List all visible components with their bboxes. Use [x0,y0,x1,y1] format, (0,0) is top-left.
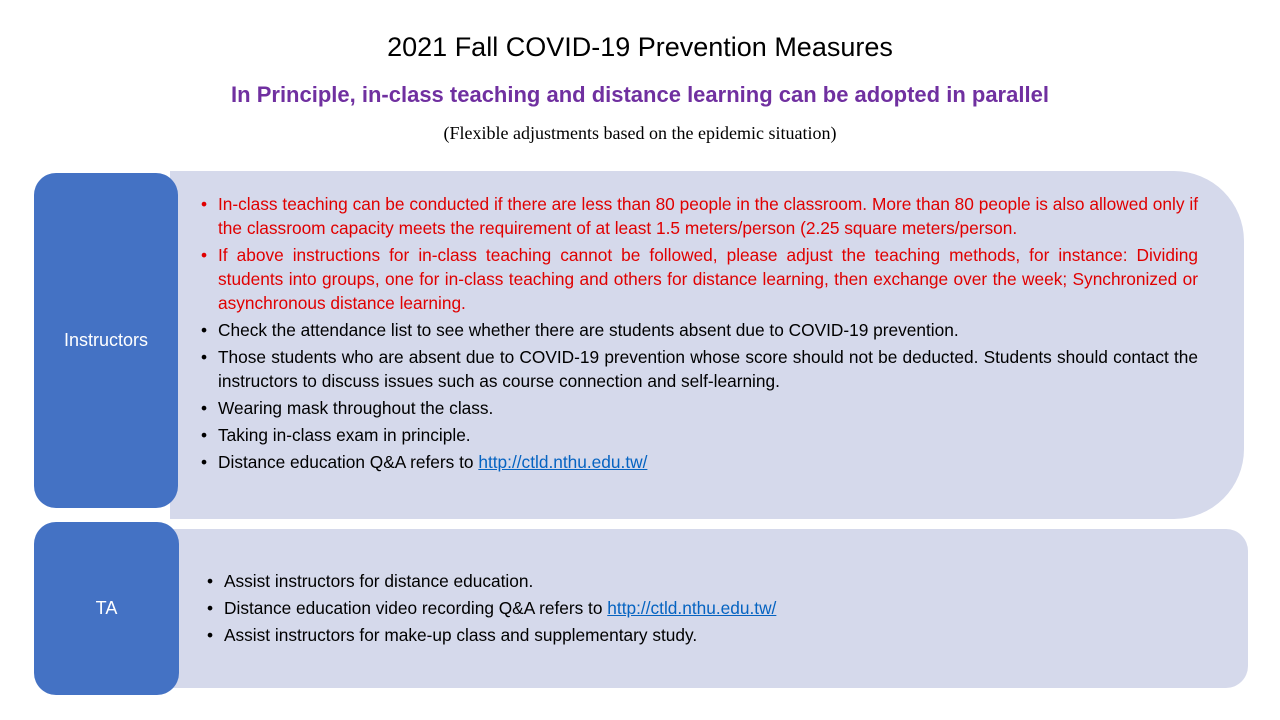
list-item: • Assist instructors for make-up class and supplementary study. [206,622,1206,649]
list-item: • Check the attendance list to see whether there are students absent due to COVID-19 prevention. [200,318,1198,342]
ta-list [206,568,1206,649]
list-item: • Distance education Q&A refers to http://ctld.nthu.edu.tw/ [200,450,1198,474]
ctld-link[interactable]: http://ctld.nthu.edu.tw/ [478,452,648,472]
list-item: • Wearing mask throughout the class. [200,396,1198,420]
list-item: • Those students who are absent due to COVID-19 prevention whose score should not be deducted. Students should contact the instructors to discuss issues such as course connection and self-learning. [200,345,1198,393]
list-item: • Taking in-class exam in principle. [200,423,1198,447]
list-item: • Distance education video recording Q&A refers to http://ctld.nthu.edu.tw/ [206,595,1206,622]
page-title: 2021 Fall COVID-19 Prevention Measures [387,32,893,62]
page-note: (Flexible adjustments based on the epidemic situation) [443,123,837,143]
instructors-label: Instructors [34,173,178,508]
list-item: • In-class teaching can be conducted if there are less than 80 people in the classroom. More than 80 people is also allowed only if the classroom capacity meets the requirement of at least 1.5 meters/person (2.25 square meters/person. [200,192,1198,240]
ta-label: TA [34,522,179,695]
page-subtitle: In Principle, in-class teaching and distance learning can be adopted in parallel [231,82,1049,107]
instructors-list [200,192,1198,477]
ctld-video-link[interactable]: http://ctld.nthu.edu.tw/ [607,598,777,618]
list-item: • Assist instructors for distance education. [206,568,1206,595]
list-item: • If above instructions for in-class teaching cannot be followed, please adjust the teaching methods, for instance: Dividing students into groups, one for in-class teaching and others for distance learning, then exchange over the week; Synchronized or asynchronous distance learning. [200,243,1198,315]
